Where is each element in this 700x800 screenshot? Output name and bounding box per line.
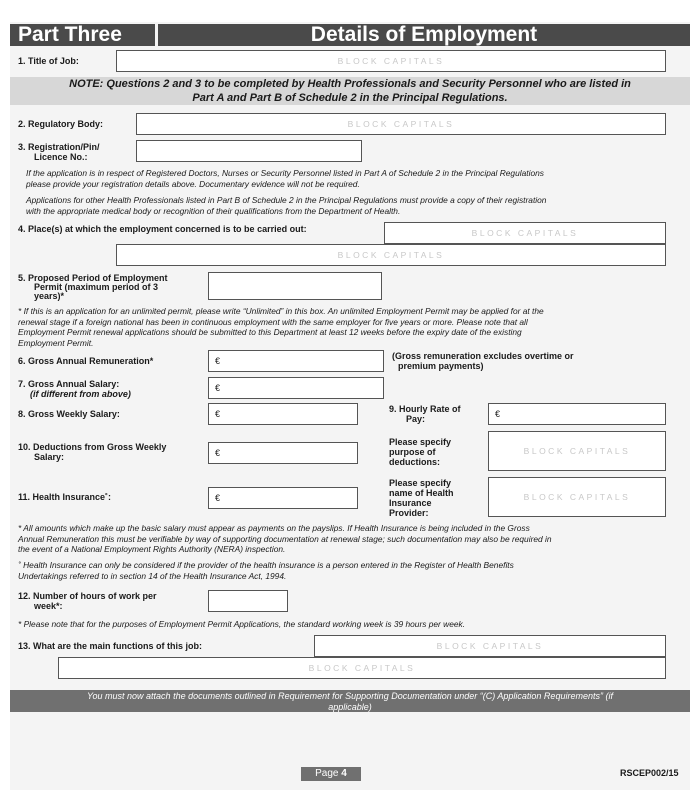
currency-symbol: € <box>215 409 221 419</box>
q11-side-line-3: Insurance <box>389 498 432 508</box>
page-label: Page <box>315 768 339 779</box>
job-title-placeholder: BLOCK CAPITALS <box>337 55 445 66</box>
q5-label-line-1: 5. Proposed Period of Employment <box>18 273 168 283</box>
place-of-employment-field-1[interactable] <box>384 222 666 244</box>
deductions-purpose-field[interactable] <box>488 431 666 471</box>
q13-label: 13. What are the main functions of this job: <box>18 641 203 651</box>
q7-label-line-2: (if different from above) <box>30 389 131 399</box>
part-heading: Part Three <box>10 24 155 46</box>
currency-symbol: € <box>215 356 221 366</box>
q11-side-line-2: name of Health <box>389 488 454 498</box>
gross-weekly-salary-field[interactable] <box>208 403 358 425</box>
q10-side-line-2: purpose of <box>389 447 436 457</box>
currency-symbol: € <box>215 448 221 458</box>
q10-side-line-1: Please specify <box>389 437 452 447</box>
place-of-employment-field-2[interactable] <box>116 244 666 266</box>
q1-label: 1. Title of Job: <box>18 56 79 66</box>
health-insurance-field[interactable] <box>208 487 358 509</box>
q6-note-line-1: (Gross remuneration excludes overtime or <box>392 351 574 361</box>
q9-label-line-2: Pay: <box>406 414 426 424</box>
q4-label: 4. Place(s) at which the employment concerned is to be carried out: <box>18 224 307 234</box>
q5-label-line-2: Permit (maximum period of 3 <box>34 282 159 292</box>
q7-label-line-1: 7. Gross Annual Salary: <box>18 379 120 389</box>
q9-label-line-1: 9. Hourly Rate of <box>389 404 461 414</box>
q11-side-line-1: Please specify <box>389 478 452 488</box>
permit-period-field[interactable] <box>208 272 382 300</box>
q10-label-line-2: Salary: <box>34 452 65 462</box>
place-2-placeholder: BLOCK CAPITALS <box>337 249 445 260</box>
functions-2-placeholder: BLOCK CAPITALS <box>308 662 416 673</box>
hours-per-week-field[interactable] <box>208 590 288 612</box>
registration-note-2: Applications for other Health Professionals listed in Part B of Schedule 2 in the Principal Regulations must provide a copy of their registration with the appropriate medical body or recognition of their qualifications from the Department of Health. <box>26 195 547 216</box>
registration-number-field[interactable] <box>136 140 362 162</box>
q3-label-line-1: 3. Registration/Pin/ <box>18 142 100 152</box>
gross-annual-remuneration-field[interactable] <box>208 350 384 372</box>
deductions-purpose-placeholder: BLOCK CAPITALS <box>523 445 631 456</box>
attach-documents-banner <box>10 690 690 712</box>
regulatory-body-placeholder: BLOCK CAPITALS <box>347 118 455 129</box>
currency-symbol: € <box>215 493 221 503</box>
gross-annual-salary-field[interactable] <box>208 377 384 399</box>
functions-1-placeholder: BLOCK CAPITALS <box>436 640 544 651</box>
place-1-placeholder: BLOCK CAPITALS <box>471 227 579 238</box>
form-code: RSCEP002/15 <box>620 768 679 778</box>
q10-side-line-3: deductions: <box>389 457 440 467</box>
currency-symbol: € <box>215 383 221 393</box>
q11-side-line-4: Provider: <box>389 508 429 518</box>
q5-label-line-3: years)* <box>34 291 65 301</box>
q12-label-line-2: week*: <box>34 601 63 611</box>
page-number-badge <box>301 767 361 781</box>
hours-note: * Please note that for the purposes of Employment Permit Applications, the standard working week is 39 hours per week. <box>18 619 466 629</box>
q6-label: 6. Gross Annual Remuneration* <box>18 356 154 366</box>
deductions-field[interactable] <box>208 442 358 464</box>
job-title-field[interactable] <box>116 50 666 72</box>
section-title: Details of Employment <box>158 24 690 46</box>
amounts-note: * All amounts which make up the basic salary must appear as payments on the payslips. If Health Insurance is being included in the Gross Annual Remuneration this must be verifiable by way of supporting documentation at renewal stage; such documentation may also be required in the event of a National Employment Rights Authority (NERA) inspection. <box>18 523 552 554</box>
attach-line-1: You must now attach the documents outlined in Requirement for Supporting Documentation under “(C) Application Requirements” (if <box>87 691 613 701</box>
q3-label-line-2: Licence No.: <box>34 152 88 162</box>
registration-note-1: If the application is in respect of Registered Doctors, Nurses or Security Personnel listed in Part A of Schedule 2 in the Principal Regulations please provide your registration details above. Documentary evidence will not be required. <box>26 168 544 189</box>
q12-label-line-1: 12. Number of hours of work per <box>18 591 157 601</box>
q11-label: 11. Health Insurance˚: <box>18 492 112 502</box>
health-insurance-note: ˚ Health Insurance can only be considered if the provider of the health insurance is a person entered in the Register of Health Benefits Undertakings referred to in section 14 of the Health Insurance Act, 1994. <box>18 560 514 581</box>
regulatory-body-field[interactable] <box>136 113 666 135</box>
provider-placeholder: BLOCK CAPITALS <box>523 491 631 502</box>
q2-label: 2. Regulatory Body: <box>18 119 104 129</box>
hourly-rate-field[interactable] <box>488 403 666 425</box>
job-functions-field-2[interactable] <box>58 657 666 679</box>
attach-line-2: applicable) <box>328 702 372 712</box>
unlimited-permit-note: * If this is an application for an unlimited permit, please write “Unlimited” in this box. An unlimited Employment Permit may be applied for at the renewal stage if a foreign national has been in continuous employment with the same employer for five years or more. Please note that all Employment Permit renewal applications should be submitted to this Department at least 12 weeks before the expiry date of the existing Employment Permit. <box>18 306 544 348</box>
page-number: 4 <box>341 768 347 779</box>
q6-note-line-2: premium payments) <box>398 361 484 371</box>
currency-symbol: € <box>495 409 501 419</box>
q10-label-line-1: 10. Deductions from Gross Weekly <box>18 442 167 452</box>
note-line-1: NOTE: Questions 2 and 3 to be completed by Health Professionals and Security Personnel who are listed in <box>69 78 631 90</box>
job-functions-field-1[interactable] <box>314 635 666 657</box>
note-line-2: Part A and Part B of Schedule 2 in the Principal Regulations. <box>192 92 508 104</box>
health-insurance-provider-field[interactable] <box>488 477 666 517</box>
note-banner <box>10 77 690 105</box>
q8-label: 8. Gross Weekly Salary: <box>18 409 120 419</box>
